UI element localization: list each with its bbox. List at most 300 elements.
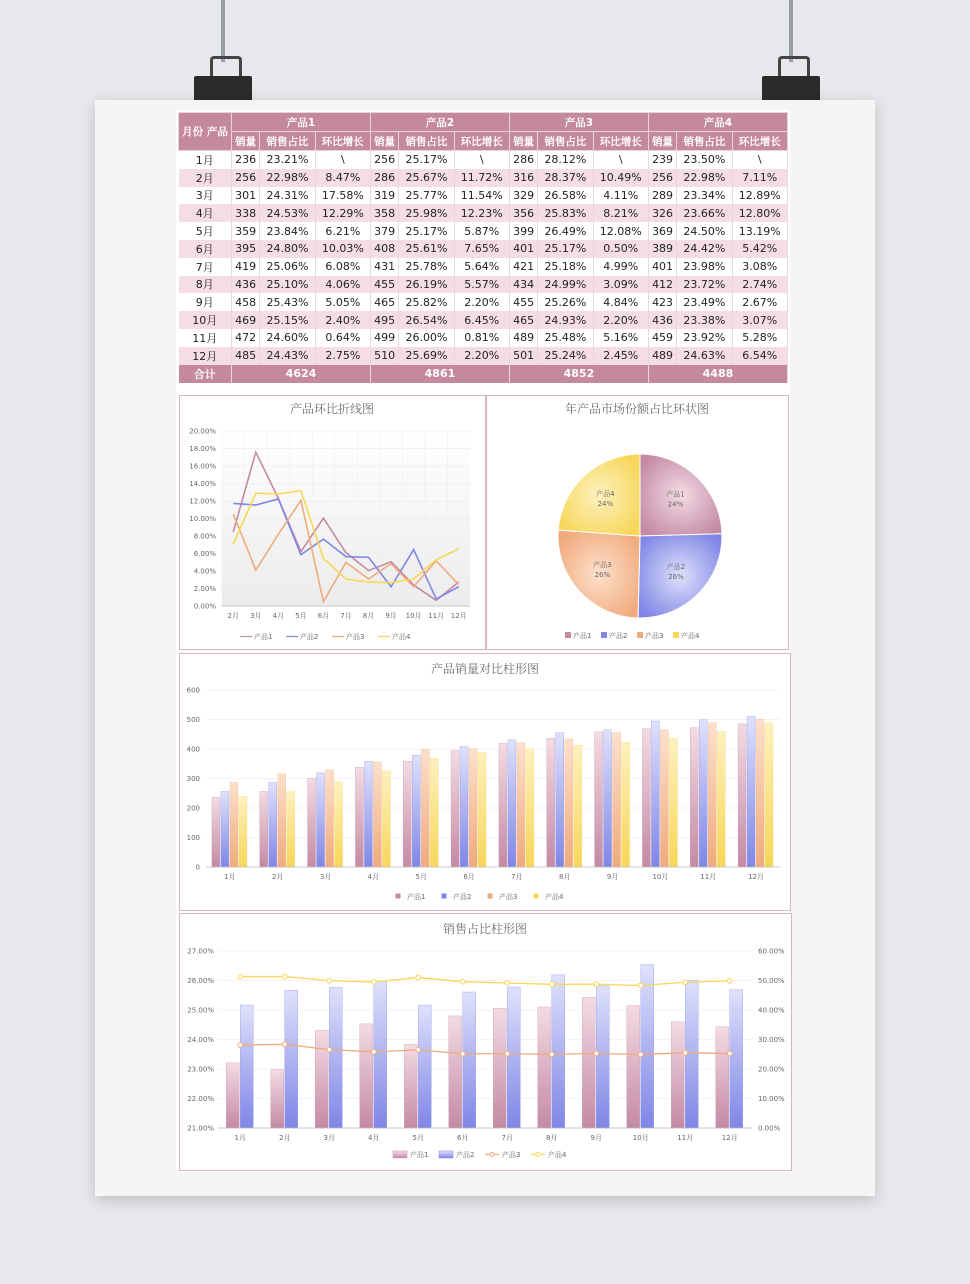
table-cell: 24.93% [538, 311, 593, 329]
y-tick-label: 6.00% [193, 550, 216, 558]
bar-产品4 [287, 791, 295, 867]
bar-产品1 [582, 997, 595, 1128]
table-cell: 23.21% [260, 151, 315, 169]
bar-产品3 [373, 762, 381, 867]
table-cell: 379 [370, 222, 398, 240]
bar-产品1 [404, 1044, 417, 1128]
line-point-产品3 [727, 1051, 732, 1056]
y2-tick-label: 50.00% [758, 977, 785, 985]
bar-产品3 [660, 730, 668, 867]
legend-swatch [393, 1151, 407, 1158]
table-row [179, 293, 788, 311]
line-point-产品4 [327, 978, 332, 983]
legend-label: 产品3 [346, 633, 365, 641]
bar-产品2 [596, 986, 609, 1128]
x-tick-label: 9月 [590, 1134, 602, 1142]
bar-产品1 [403, 761, 411, 867]
share-chart-panel [179, 913, 792, 1171]
x-tick-label: 5月 [412, 1134, 424, 1142]
y-tick-label: 20.00% [189, 427, 216, 436]
table-cell: 286 [370, 169, 398, 187]
table-cell: 26.49% [538, 222, 593, 240]
line-point-产品4 [371, 980, 376, 985]
bar-产品2 [412, 755, 420, 867]
table-cell: 25.98% [399, 204, 454, 222]
table-cell: 22.98% [260, 169, 315, 187]
table-cell: 25.24% [538, 347, 593, 365]
table-cell: 6.54% [732, 347, 787, 365]
bar-产品1 [547, 738, 555, 867]
bar-产品2 [552, 975, 565, 1128]
y-tick-label: 500 [186, 716, 200, 724]
bar-产品4 [382, 771, 390, 867]
table-row [179, 329, 788, 347]
table-cell: 23.66% [677, 204, 732, 222]
x-tick-label: 7月 [511, 873, 523, 881]
bar-产品2 [651, 721, 659, 867]
table-cell: 472 [232, 329, 260, 347]
table-cell: 3.07% [732, 311, 787, 329]
table-cell: 12.29% [315, 204, 370, 222]
y-tick-label: 0 [195, 863, 200, 872]
line-point-产品3 [238, 1043, 243, 1048]
bar-chart [180, 654, 790, 910]
legend-label: 产品4 [392, 633, 411, 641]
table-cell: 301 [232, 187, 260, 205]
table-cell: 24.42% [677, 240, 732, 258]
y-tick-label: 10.00% [189, 515, 216, 523]
bar-产品3 [565, 739, 573, 867]
line-point-产品3 [683, 1050, 688, 1055]
bar-产品1 [716, 1027, 729, 1128]
table-cell: 25.15% [260, 311, 315, 329]
table-cell: 419 [232, 258, 260, 276]
table-cell: 458 [232, 293, 260, 311]
table-cell: 289 [648, 187, 676, 205]
table-row [179, 151, 788, 169]
line-point-产品3 [327, 1047, 332, 1052]
table-cell: 319 [370, 187, 398, 205]
table-cell: 25.67% [399, 169, 454, 187]
bar-产品2 [508, 740, 516, 867]
table-cell: 399 [509, 222, 537, 240]
table-cell: 434 [509, 276, 537, 294]
table-cell: 465 [370, 293, 398, 311]
legend-label: 产品2 [300, 633, 319, 641]
table-cell: 6.08% [315, 258, 370, 276]
x-tick-label: 10月 [632, 1134, 649, 1142]
x-tick-label: 8月 [559, 873, 571, 881]
month-cell: 10月 [179, 311, 232, 329]
bar-产品3 [230, 783, 238, 867]
table-cell: 389 [648, 240, 676, 258]
y-tick-label: 22.00% [187, 1095, 214, 1103]
month-cell: 4月 [179, 204, 232, 222]
table-cell: 358 [370, 204, 398, 222]
table-cell: 23.72% [677, 276, 732, 294]
table-cell: 495 [370, 311, 398, 329]
table-cell: 489 [509, 329, 537, 347]
table-cell: 5.87% [454, 222, 509, 240]
table-cell: 24.31% [260, 187, 315, 205]
table-cell: 25.17% [538, 240, 593, 258]
line-point-产品4 [238, 974, 243, 979]
y-tick-label: 12.00% [189, 497, 216, 506]
bar-产品2 [641, 965, 654, 1128]
table-cell: \ [593, 151, 648, 169]
legend-label: 产品1 [410, 1151, 429, 1159]
bar-产品2 [317, 773, 325, 867]
table-cell: 256 [370, 151, 398, 169]
y-tick-label: 8.00% [193, 532, 216, 541]
line-point-产品4 [638, 983, 643, 988]
bar-产品4 [526, 749, 534, 867]
y-tick-label: 23.00% [187, 1065, 214, 1074]
table-cell: 239 [648, 151, 676, 169]
x-tick-label: 1月 [224, 873, 236, 881]
table-cell: 436 [648, 311, 676, 329]
bar-产品1 [671, 1022, 684, 1128]
x-tick-label: 4月 [367, 873, 380, 881]
table-cell: 7.65% [454, 240, 509, 258]
x-tick-label: 11月 [677, 1134, 694, 1142]
product-header: 产品2 [370, 113, 509, 132]
x-tick-label: 8月 [546, 1134, 558, 1142]
table-cell: 236 [232, 151, 260, 169]
table-cell: 24.80% [260, 240, 315, 258]
bar-产品4 [765, 723, 773, 867]
product-header: 产品3 [509, 113, 648, 132]
total-value: 4488 [648, 365, 787, 383]
legend-label: 产品1 [407, 893, 426, 901]
chart-title: 产品销量对比柱形图 [430, 662, 540, 676]
x-tick-label: 6月 [457, 1134, 469, 1142]
total-row [179, 365, 788, 383]
x-tick-label: 1月 [234, 1134, 246, 1142]
table-row [179, 240, 788, 258]
table-cell: 25.17% [399, 222, 454, 240]
table-cell: 256 [648, 169, 676, 187]
bar-产品4 [478, 752, 486, 867]
table-cell: 10.03% [315, 240, 370, 258]
bar-产品1 [260, 791, 268, 867]
table-cell: 2.75% [315, 347, 370, 365]
table-row [179, 276, 788, 294]
table-cell: 12.23% [454, 204, 509, 222]
legend-label: 产品2 [453, 893, 472, 901]
total-value: 4861 [370, 365, 509, 383]
table-cell: 11.72% [454, 169, 509, 187]
y-tick-label: 21.00% [187, 1124, 214, 1133]
slice-percent: 26% [594, 571, 611, 580]
total-label: 合计 [179, 365, 232, 383]
table-cell: 408 [370, 240, 398, 258]
bar-产品2 [604, 730, 612, 867]
x-tick-label: 10月 [405, 612, 422, 620]
table-cell: 23.92% [677, 329, 732, 347]
slice-percent: 24% [667, 500, 684, 509]
table-cell: 256 [232, 169, 260, 187]
x-tick-label: 11月 [700, 873, 717, 881]
line-point-产品3 [505, 1051, 510, 1056]
table-cell: 0.50% [593, 240, 648, 258]
y-tick-label: 24.00% [187, 1036, 214, 1044]
table-cell: 13.19% [732, 222, 787, 240]
y2-tick-label: 60.00% [758, 947, 785, 956]
table-cell: 25.77% [399, 187, 454, 205]
table-cell: 436 [232, 276, 260, 294]
product-header: 产品1 [232, 113, 371, 132]
table-cell: 8.21% [593, 204, 648, 222]
table-cell: 338 [232, 204, 260, 222]
table-cell: 501 [509, 347, 537, 365]
x-tick-label: 10月 [652, 873, 669, 881]
bar-产品1 [690, 728, 698, 867]
y2-tick-label: 30.00% [758, 1036, 785, 1044]
table-cell: 23.38% [677, 311, 732, 329]
line-chart [180, 396, 485, 649]
table-cell: 25.61% [399, 240, 454, 258]
column-header: 销售占比 [538, 132, 593, 151]
table-cell: 25.10% [260, 276, 315, 294]
slice-label: 产品2 [666, 562, 686, 571]
bar-产品1 [212, 797, 220, 867]
table-cell: 286 [509, 151, 537, 169]
bar-产品1 [642, 729, 650, 867]
line-point-产品4 [505, 981, 510, 986]
table-cell: 5.57% [454, 276, 509, 294]
line-point-产品3 [371, 1049, 376, 1054]
table-cell: 4.11% [593, 187, 648, 205]
bar-产品2 [730, 990, 743, 1128]
hanging-wire-right [789, 0, 793, 62]
x-tick-label: 3月 [250, 612, 262, 620]
line-point-产品4 [549, 982, 554, 987]
bar-产品2 [699, 720, 707, 867]
table-cell: 25.17% [399, 151, 454, 169]
column-header: 销售占比 [260, 132, 315, 151]
legend-swatch [395, 893, 401, 899]
legend-swatch [439, 1151, 453, 1158]
series-line-产品3 [240, 1044, 730, 1054]
bar-产品2 [240, 1005, 253, 1128]
table-cell: 7.11% [732, 169, 787, 187]
table-cell: 12.89% [732, 187, 787, 205]
table-cell: 24.50% [677, 222, 732, 240]
bar-产品2 [269, 783, 277, 867]
table-cell: 23.98% [677, 258, 732, 276]
x-tick-label: 4月 [272, 612, 285, 620]
table-cell: 12.80% [732, 204, 787, 222]
legend-swatch [565, 632, 571, 638]
bar-产品1 [738, 724, 746, 867]
bar-产品2 [329, 987, 342, 1128]
legend-label: 产品3 [499, 893, 518, 901]
table-cell: 359 [232, 222, 260, 240]
table-cell: 25.48% [538, 329, 593, 347]
slice-label: 产品1 [666, 490, 685, 499]
bar-产品1 [226, 1063, 239, 1128]
column-header: 环比增长 [732, 132, 787, 151]
month-cell: 7月 [179, 258, 232, 276]
legend-label: 产品4 [545, 893, 564, 901]
bar-产品1 [315, 1030, 328, 1128]
y-tick-label: 300 [186, 775, 200, 783]
table-cell: 28.12% [538, 151, 593, 169]
sales-table [178, 112, 788, 383]
bar-产品2 [507, 987, 520, 1128]
table-cell: 24.43% [260, 347, 315, 365]
bar-产品1 [449, 1016, 462, 1128]
table-cell: 499 [370, 329, 398, 347]
line-chart-panel [179, 395, 486, 650]
table-cell: 24.60% [260, 329, 315, 347]
legend-swatch [533, 893, 539, 899]
table-row [179, 187, 788, 205]
table-cell: 455 [370, 276, 398, 294]
y2-tick-label: 0.00% [758, 1124, 781, 1133]
column-header: 销售占比 [677, 132, 732, 151]
table-row [179, 258, 788, 276]
column-header: 环比增长 [593, 132, 648, 151]
table-cell: 24.99% [538, 276, 593, 294]
line-point-产品3 [638, 1052, 643, 1057]
table-cell: 24.63% [677, 347, 732, 365]
table-cell: 431 [370, 258, 398, 276]
legend-label: 产品4 [681, 632, 700, 640]
legend-swatch [441, 893, 447, 899]
line-point-产品4 [727, 978, 732, 983]
x-tick-label: 2月 [279, 1134, 291, 1142]
table-cell: 28.37% [538, 169, 593, 187]
table-cell: 25.06% [260, 258, 315, 276]
month-cell: 6月 [179, 240, 232, 258]
bar-产品3 [326, 770, 334, 867]
bar-产品4 [622, 742, 630, 867]
hanging-wire-left [221, 0, 225, 62]
table-cell: 2.74% [732, 276, 787, 294]
bar-产品2 [418, 1005, 431, 1128]
table-cell: 26.58% [538, 187, 593, 205]
bar-chart-panel [179, 653, 791, 911]
slice-label: 产品3 [593, 561, 612, 570]
table-cell: 401 [648, 258, 676, 276]
bar-产品4 [335, 782, 343, 867]
table-cell: 369 [648, 222, 676, 240]
bar-产品1 [595, 732, 603, 867]
y-tick-label: 0.00% [193, 602, 216, 611]
month-cell: 8月 [179, 276, 232, 294]
legend-swatch [601, 632, 607, 638]
table-cell: 469 [232, 311, 260, 329]
table-cell: 24.53% [260, 204, 315, 222]
bar-产品3 [708, 723, 716, 867]
table-cell: 2.45% [593, 347, 648, 365]
slice-percent: 26% [668, 572, 684, 581]
legend-label: 产品3 [502, 1151, 521, 1159]
x-tick-label: 3月 [319, 873, 332, 881]
legend-swatch [487, 893, 493, 899]
header-corner: 月份 产品 [179, 113, 232, 151]
y2-tick-label: 10.00% [758, 1095, 785, 1103]
table-cell: 6.21% [315, 222, 370, 240]
x-tick-label: 4月 [368, 1134, 380, 1142]
table-cell: 421 [509, 258, 537, 276]
table-cell: 23.49% [677, 293, 732, 311]
table-cell: 17.58% [315, 187, 370, 205]
x-tick-label: 9月 [606, 873, 619, 881]
legend-label: 产品4 [548, 1151, 567, 1159]
bar-产品2 [285, 990, 298, 1128]
table-cell: 26.00% [399, 329, 454, 347]
table-cell: 356 [509, 204, 537, 222]
table-cell: \ [454, 151, 509, 169]
product-header: 产品4 [648, 113, 787, 132]
month-cell: 12月 [179, 347, 232, 365]
table-row [179, 311, 788, 329]
series-line-产品4 [240, 977, 730, 986]
legend-marker [490, 1153, 494, 1157]
table-cell: 4.84% [593, 293, 648, 311]
x-tick-label: 7月 [340, 612, 352, 620]
table-cell: 25.82% [399, 293, 454, 311]
bar-产品4 [717, 732, 725, 867]
table-cell: 395 [232, 240, 260, 258]
x-tick-label: 7月 [501, 1134, 513, 1142]
y-tick-label: 14.00% [189, 480, 216, 488]
bar-产品3 [421, 749, 429, 867]
y2-tick-label: 40.00% [758, 1006, 785, 1015]
table-cell: 489 [648, 347, 676, 365]
table-cell: \ [315, 151, 370, 169]
bar-产品2 [556, 733, 564, 867]
y-tick-label: 26.00% [187, 977, 214, 985]
table-cell: 10.49% [593, 169, 648, 187]
table-header-row [179, 113, 788, 132]
month-cell: 11月 [179, 329, 232, 347]
bar-产品1 [627, 1006, 640, 1128]
bar-产品3 [469, 749, 477, 867]
table-cell: 5.42% [732, 240, 787, 258]
line-point-产品3 [594, 1051, 599, 1056]
y-tick-label: 200 [186, 804, 200, 813]
table-cell: 2.20% [454, 347, 509, 365]
table-row [179, 169, 788, 187]
bar-产品1 [451, 750, 459, 867]
pie-chart-panel [486, 395, 789, 650]
table-cell: 316 [509, 169, 537, 187]
table-cell: 6.45% [454, 311, 509, 329]
table-cell: 459 [648, 329, 676, 347]
y-tick-label: 2.00% [193, 585, 216, 593]
table-cell: 401 [509, 240, 537, 258]
month-cell: 9月 [179, 293, 232, 311]
table-cell: 3.08% [732, 258, 787, 276]
x-tick-label: 9月 [385, 612, 397, 620]
column-header: 销售占比 [399, 132, 454, 151]
x-tick-label: 2月 [272, 873, 284, 881]
table-cell: 25.26% [538, 293, 593, 311]
table-cell: 4.99% [593, 258, 648, 276]
bar-产品4 [669, 738, 677, 867]
line-point-产品4 [282, 974, 287, 979]
column-header: 环比增长 [315, 132, 370, 151]
x-tick-label: 5月 [295, 612, 307, 620]
x-tick-label: 6月 [317, 612, 330, 620]
table-cell: 25.43% [260, 293, 315, 311]
bar-产品2 [747, 717, 755, 867]
bar-产品3 [517, 743, 525, 867]
